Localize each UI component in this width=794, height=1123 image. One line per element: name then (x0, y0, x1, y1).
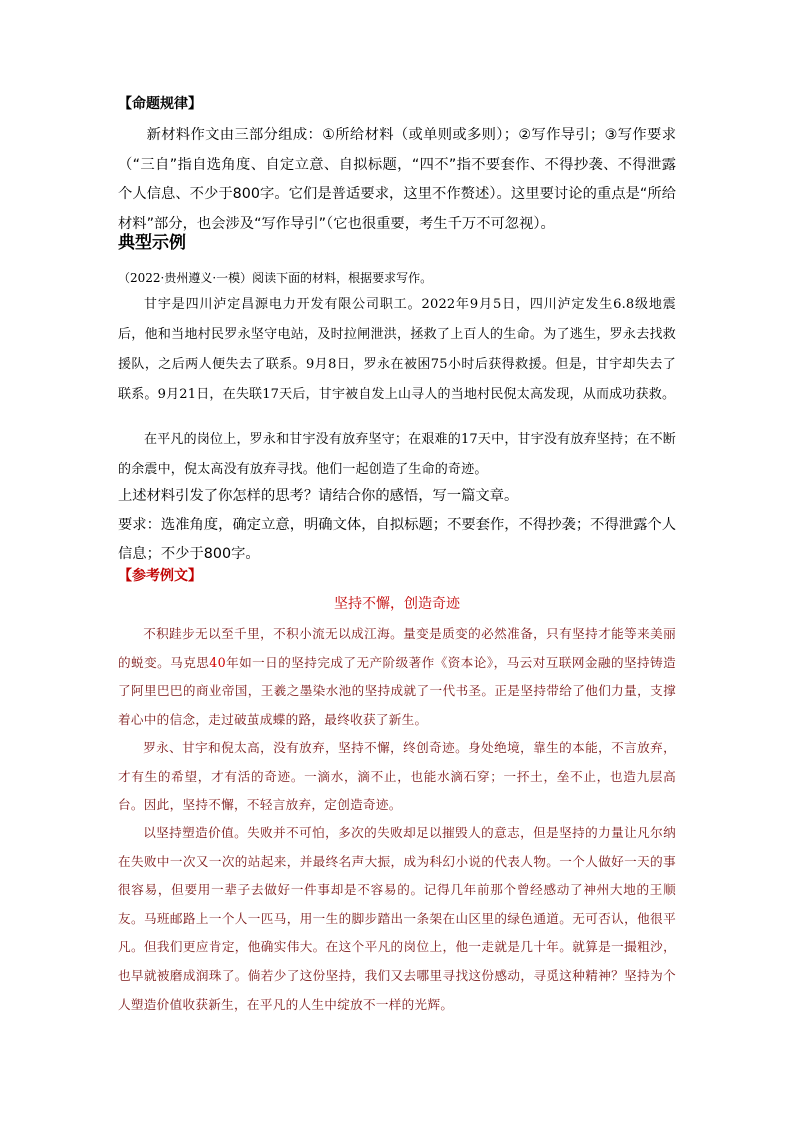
material-paragraph-2: 在平凡的岗位上，罗永和甘宇没有放弃坚守；在艰难的17天中，甘宇没有放弃坚持；在不断的余震中，倪太高没有放弃寻找。他们一起创造了生命的奇迹。 (118, 432, 676, 477)
writing-requirements: 要求：选准角度，确定立意，明确文体，自拟标题；不要套作，不得抄袭；不得泄露个人信息；不少于800字。 (118, 517, 676, 562)
section-heading-example: 典型示例 (118, 233, 186, 253)
essay-p1-text-b: 年如一日的坚持完成了无产阶级著作《资本论》，马云对互联网金融的坚持铸造了阿里巴巴的商业帝国，王羲之墨染水池的坚持成就了一代书圣。正是坚持带给了他们力量，支撑着心中的信念，走过破茧成蝶的路，最终收获了新生。 (118, 654, 676, 727)
essay-title: 坚持不懈，创造奇迹 (334, 596, 460, 612)
essay-paragraph-1 (118, 620, 676, 734)
essay-paragraph-2: 罗永、甘宇和倪太高，没有放弃，坚持不懈，终创奇迹。身处绝境，靠生的本能，不言放弃，才有生的希望，才有活的奇迹。一滴水，滴不止，也能水滴石穿；一抔土，垒不止，也造九层高台。因此，坚持不懈，不轻言放弃，定创造奇迹。 (118, 740, 676, 813)
section-heading-reference: 【参考例文】 (118, 568, 202, 584)
section-heading-rule: 【命题规律】 (118, 96, 202, 112)
writing-prompt: 上述材料引发了你怎样的思考？请结合你的感悟，写一篇文章。 (118, 488, 519, 504)
material-paragraph-1: 甘宇是四川泸定昌源电力开发有限公司职工。2022年9月5日，四川泸定发生6.8级地震后，他和当地村民罗永坚守电站，及时拉闸泄洪，拯救了上百人的生命。为了逃生，罗永去找救援队，之后两人便失去了联系。9月8日，罗永在被困75小时后获得救援。但是，甘宇却失去了联系。9月21日，在失联17天后，甘宇被自发上山寻人的当地村民倪太高发现，从而成功获救。 (118, 297, 676, 402)
essay-paragraph-3: 以坚持塑造价值。失败并不可怕，多次的失败却足以摧毁人的意志，但是坚持的力量让凡尔纳在失败中一次又一次的站起来，并最终名声大振，成为科幻小说的代表人物。一个人做好一天的事很容易，但要用一辈子去做好一件事却是不容易的。记得几年前那个曾经感动了神州大地的王顺友。马班邮路上一个人一匹马，用一生的脚步踏出一条架在山区里的绿色通道。无可否认，他很平凡。但我们更应肯定，他确实伟大。在这个平凡的岗位上，他一走就是几十年。就算是一撮粗沙，也早就被磨成润珠了。倘若少了这份坚持，我们又去哪里寻找这份感动，寻觅这种精神？坚持为个人塑造价值收获新生，在平凡的人生中绽放不一样的光辉。 (118, 825, 676, 1012)
example-source: （2022·贵州遵义·一模）阅读下面的材料，根据要求写作。 (118, 271, 433, 285)
essay-p1-highlight-number: 40 (209, 654, 226, 670)
rule-paragraph: 新材料作文由三部分组成：①所给材料（或单则或多则）；②写作导引；③写作要求（“三自”指自选角度、自定立意、自拟标题，“四不”指不要套作、不得抄袭、不得泄露个人信息、不少于800字。它们是普适要求，这里不作赘述）。这里要讨论的重点是“所给材料”部分，也会涉及“写作导引”（它也很重要，考生千万不可忽视）。 (118, 127, 676, 232)
essay-p1-text-a: 不积跬步无以至千里，不积小流无以成江海。量变是质变的必然准备，只有坚持才能等来美丽的蜕变。马克思 (118, 626, 676, 670)
